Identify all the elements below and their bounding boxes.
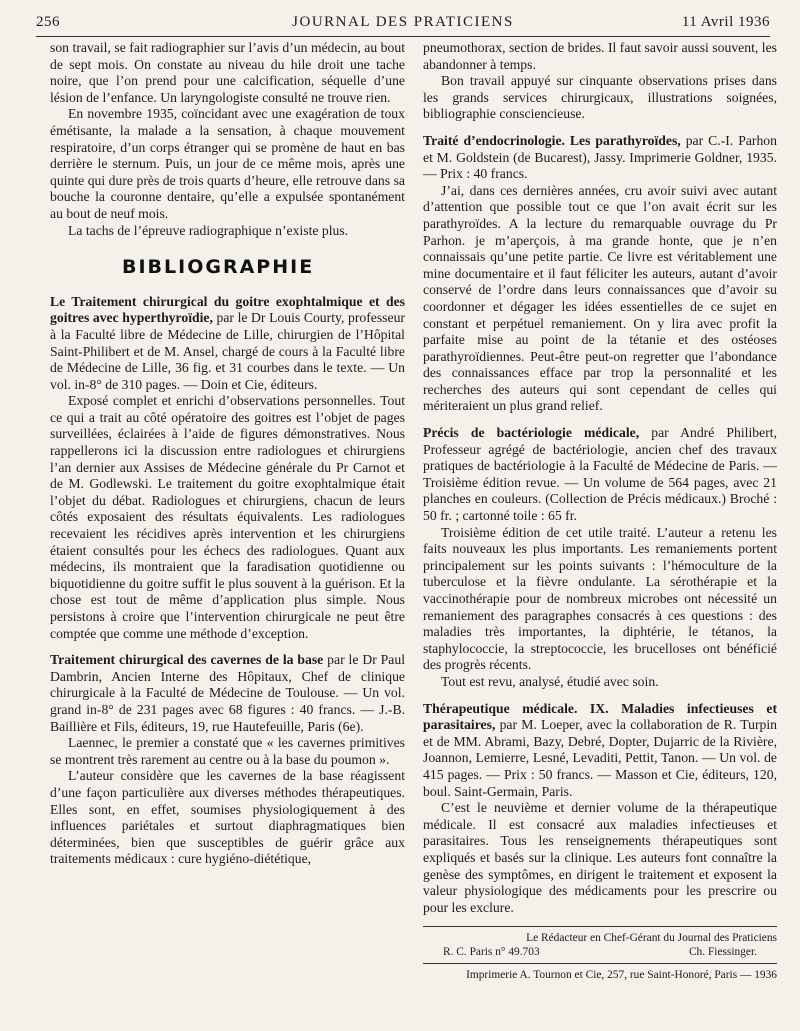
right-column [423, 40, 777, 982]
imprint-rule [423, 963, 777, 964]
book-title-goitre: Le Traitement chirurgical du goitre exophtalmique et des goitres avec hyperthyroïdie, [50, 293, 405, 326]
book-ref-cavernes: par le Dr Paul Dambrin, Ancien Interne des Hôpitaux, Chef de clinique chirurgicale à la Faculté de Médecine de Toulouse. — Un vol. grand in-8° de 231 pages avec 68 figures : 40 francs. — J.-B. Baillière et Fils, éditeurs, 19, rue Hautefeuille, Paris (6e). [50, 652, 405, 734]
book-title-therapeutique: Thérapeutique médicale. IX. Maladies infectieuses et parasitaires, [423, 700, 777, 733]
header-rule [36, 36, 770, 37]
case-paragraph-2: En novembre 1935, coïncidant avec une exagération de toux émétisante, la malade a la sensation, à chaque mouvement respiratoire, d’un corps étranger qui se promène de haut en bas derrière le sternum. Puis, un jour de ce même mois, après une quinte qui dure près de trois quarts d’heure, elle retrouve dans sa bouche la couronne dentaire, qu’elle a expulsée spontanément au bout de neuf mois. [50, 106, 405, 221]
footer-rule [423, 926, 777, 927]
case-paragraph-3: La tachs de l’épreuve radiographique n’existe plus. [68, 222, 349, 238]
book-ref-therapeutique: par M. Loeper, avec la collaboration de R. Turpin et de MM. Abrami, Bazy, Debré, Dopter, Dujarric de la Rivière, Joannon, Lemierre, Lesné, Levaditi, Pettit, Tanon. — Un vol. de 415 pages. — Prix : 50 francs. — Masson et Cie, éditeurs, 120, boul. Saint-Germain, Paris. [423, 717, 777, 799]
review-cavernes-2: L’auteur considère que les cavernes de la base réagissent d’une façon particulière aux diverses méthodes thérapeutiques. Elles sont, en effet, soumises physiologiquement à des influences pariétales et surtout diaphragmatiques bien déterminées, bien que susceptibles de guérir grâce aux traitements médicaux : cure hygiéno-diététique, [50, 768, 405, 867]
case-paragraph-1: son travail, se fait radiographier sur l’avis d’un médecin, au bout de sept mois. On constate au niveau du hile droit une tache noire, que l’on prend pour une calcification, séquelle d’une lésion de l’enfance. Un laryngologiste consulté ne trouve rien. [50, 40, 405, 105]
bibliography-heading: BIBLIOGRAPHIE [122, 256, 315, 279]
left-column [50, 40, 405, 868]
book-title-endocrinologie: Traité d’endocrinologie. Les parathyroïdes, [423, 132, 681, 148]
review-cavernes-1: Laennec, le premier a constaté que « les cavernes primitives se montrent très rarement au centre ou à la base du poumon ». [50, 735, 405, 767]
review-bacteriologie-2: Tout est revu, analysé, étudié avec soin. [441, 673, 659, 689]
journal-title: JOURNAL DES PRATICIENS [292, 14, 514, 30]
book-entry-goitre [50, 294, 405, 394]
book-entry-bacteriologie [423, 425, 777, 525]
review-conclusion: Bon travail appuyé sur cinquante observations prises dans les grands services chirurgicaux, illustrations soignées, bibliographie consciencieuse. [423, 73, 777, 122]
review-endocrinologie: J’ai, dans ces dernières années, cru avoir suivi avec autant d’attention que possible tout ce que l’on avait écrit sur les parathyroïdes. A la lecture du remarquable ouvrage du Pr Parhon. je m’aperçois, à ma grande honte, que je n’en connaissais qu’une petite partie. Ce livre est véritablement une mine documentaire et il faut féliciter les auteurs, autant d’avoir conservé de l’ordre dans leurs connaissances que d’avoir su coordonner et dégager les idées essentielles de ce sujet en constant et perpétuel remaniement. On y lira avec profit la parfaite mise au point de la tétanie et des ostéoses parathyroïdiennes. Peut-être peut-on regretter que l’abondance des connaissances efface par trop la personnalité et les recherches des auteurs qui sont cependant de celles qui mériteraient un plus grand relief. [423, 182, 777, 414]
book-title-cavernes: Traitement chirurgical des cavernes de la base [50, 652, 324, 668]
page-number: 256 [36, 14, 60, 30]
review-goitre: Exposé complet et enrichi d’observations personnelles. Tout ce qui a trait au côté opératoire des goitres est l’objet de pages surveillées, éclairées à l’aide de figures démonstratives. Nous rappellerons ici la discussion entre radiologues et chirurgiens l’an dernier aux Assises de Médecine générale du Pr Carnot et de M. Godlewski. Le traitement du goitre exophtalmique était l’objet du débat. Radiologues et chirurgiens, chacun de leurs côtés exposaient des résultats équivalents. Les radiologues recevaient les récidives après intervention et les chirurgiens étaient consultés pour les échecs des radiologues. Quant aux médecins, ils montraient que la faradisation quotidienne ou biquotidienne du goitre suffit le plus souvent à la guérison. Et la chose est tout de même d’application plus simple. Nous persistons à croire que l’intervention chirurgicale ne peut être comptée que comme une méthode d’exception. [50, 393, 405, 641]
editor-line: Le Rédacteur en Chef-Gérant du Journal des Praticiens [526, 932, 777, 945]
issue-date: 11 Avril 1936 [681, 14, 770, 30]
book-entry-cavernes [50, 652, 405, 735]
editor-name: Ch. Fiessinger. [688, 946, 757, 959]
book-ref-endocrinologie: par C.-I. Parhon et M. Goldstein (de Bucarest), Jassy. Imprimerie Goldner, 1935. — Prix : 40 francs. [423, 132, 777, 182]
printer-imprint: Imprimerie A. Tournon et Cie, 257, rue Saint-Honoré, Paris — 1936 [466, 969, 777, 982]
book-entry-therapeutique [423, 701, 777, 801]
book-ref-goitre: par le Dr Louis Courty, professeur à la Faculté libre de Médecine de Lille, chirurgien de l’Hôpital Saint-Philibert et de M. Ansel, chargé de cours à la Faculté libre de Médecine de Lille, 36 fig. et 31 courbes dans le texte. — Un vol. in-8° de 310 pages. — Doin et Cie, éditeurs. [50, 310, 405, 392]
review-bacteriologie-1: Troisième édition de cet utile traité. L’auteur a retenu les faits nouveaux les plus importants. Les remaniements portent principalement sur les points suivants : l’hémoculture de la tuberculose et la fièvre ondulante. La sérothérapie et la vaccinothérapie pour de nombreux microbes ont nécessité un remaniement des paragraphes consacrés à ces questions : des maladies très importantes, la diphtérie, le tétanos, la staphylococcie, la streptococcie, les brucelloses ont bénéficié des progrès récents. [423, 524, 777, 673]
editor-credentials [423, 945, 777, 959]
book-ref-bacteriologie: par André Philibert, Professeur agrégé de bactériologie, ancien chef des travaux pratiques de bactériologie à la Faculté de Médecine de Paris. — Troisième édition revue. — Un volume de 564 pages, avec 21 planches en couleurs. (Collection de Précis médicaux.) Broché : 50 fr. ; cartonné toile : 65 fr. [423, 425, 777, 524]
book-entry-endocrinologie [423, 133, 777, 183]
rc-number: R. C. Paris n° 49.703 [443, 946, 540, 959]
page-header [36, 14, 770, 36]
review-therapeutique: C’est le neuvième et dernier volume de la thérapeutique médicale. Il est consacré aux maladies infectieuses et parasitaires. Tous les renseignements thérapeutiques sont expliqués et basés sur la clinique. Les auteurs font connaître la genèse des symptômes, en dirigent le traitement et exposent la valeur physiologique des médicaments pour les prescrire ou pour les exclure. [423, 800, 777, 915]
book-title-bacteriologie: Précis de bactériologie médicale, [423, 425, 640, 441]
continued-paragraph: pneumothorax, section de brides. Il faut savoir aussi souvent, les abandonner à temps. [423, 40, 777, 72]
